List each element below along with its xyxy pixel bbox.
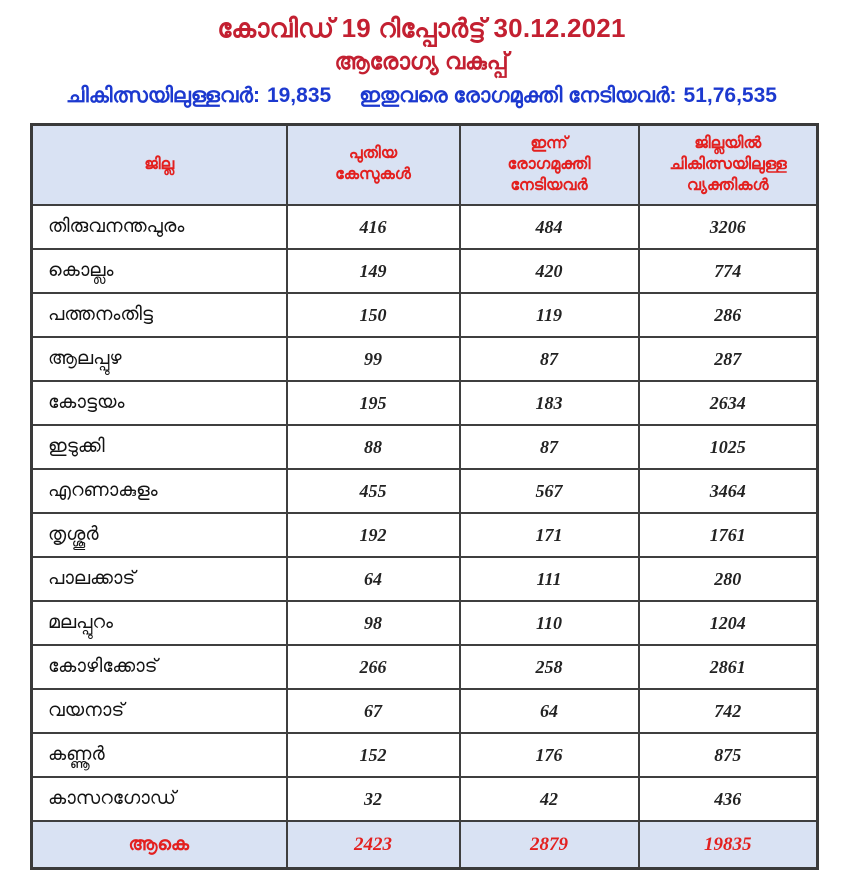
new-cases-cell: 152	[287, 733, 460, 777]
district-cell: വയനാട്	[32, 689, 287, 733]
new-cases-cell: 195	[287, 381, 460, 425]
table-row	[32, 601, 818, 645]
under-treatment-cell: 2634	[639, 381, 818, 425]
recovered-today-cell: 64	[460, 689, 639, 733]
district-cell: മലപ്പുറം	[32, 601, 287, 645]
district-covid-table	[30, 123, 819, 870]
new-cases-cell: 416	[287, 205, 460, 249]
new-cases-cell: 67	[287, 689, 460, 733]
column-header-recovered-today: ഇന്ന് രോഗമുക്തി നേടിയവർ	[460, 125, 639, 206]
new-cases-cell: 192	[287, 513, 460, 557]
table-row	[32, 645, 818, 689]
under-treatment-value: 19,835	[266, 84, 332, 107]
recovered-today-cell: 567	[460, 469, 639, 513]
recovered-today-cell: 171	[460, 513, 639, 557]
new-cases-cell: 98	[287, 601, 460, 645]
under-treatment-cell: 280	[639, 557, 818, 601]
recovered-today-cell: 484	[460, 205, 639, 249]
recovered-today-cell: 258	[460, 645, 639, 689]
recovered-today-cell: 87	[460, 425, 639, 469]
new-cases-cell: 99	[287, 337, 460, 381]
recovered-today-cell: 111	[460, 557, 639, 601]
table-row	[32, 205, 818, 249]
district-cell: തൃശ്ശൂർ	[32, 513, 287, 557]
recovered-today-cell: 42	[460, 777, 639, 821]
district-cell: കാസറഗോഡ്	[32, 777, 287, 821]
new-cases-cell: 32	[287, 777, 460, 821]
under-treatment-stat	[66, 84, 331, 108]
under-treatment-cell: 2861	[639, 645, 818, 689]
total-row	[32, 821, 818, 868]
district-cell: കൊല്ലം	[32, 249, 287, 293]
total-under-treatment: 19835	[639, 821, 818, 868]
under-treatment-label: ചികിത്സയിലുള്ളവർ:	[66, 84, 260, 107]
under-treatment-cell: 287	[639, 337, 818, 381]
under-treatment-cell: 3464	[639, 469, 818, 513]
table-row	[32, 425, 818, 469]
table-row	[32, 513, 818, 557]
total-recovered-today: 2879	[460, 821, 639, 868]
under-treatment-cell: 436	[639, 777, 818, 821]
new-cases-cell: 455	[287, 469, 460, 513]
table-row	[32, 557, 818, 601]
under-treatment-cell: 875	[639, 733, 818, 777]
district-cell: പാലക്കാട്	[32, 557, 287, 601]
total-label: ആകെ	[32, 821, 287, 868]
summary-stats	[0, 84, 843, 108]
column-header-new-cases: പുതിയ കേസുകൾ	[287, 125, 460, 206]
recovered-total-label: ഇതുവരെ രോഗമുക്തി നേടിയവർ:	[359, 84, 677, 107]
district-cell: കോഴിക്കോട്	[32, 645, 287, 689]
recovered-today-cell: 119	[460, 293, 639, 337]
recovered-today-cell: 87	[460, 337, 639, 381]
under-treatment-cell: 1761	[639, 513, 818, 557]
district-cell: ആലപ്പുഴ	[32, 337, 287, 381]
new-cases-cell: 64	[287, 557, 460, 601]
under-treatment-cell: 742	[639, 689, 818, 733]
district-cell: കണ്ണൂർ	[32, 733, 287, 777]
recovered-today-cell: 176	[460, 733, 639, 777]
recovered-today-cell: 183	[460, 381, 639, 425]
new-cases-cell: 150	[287, 293, 460, 337]
table-header	[32, 125, 818, 206]
district-cell: ഇടുക്കി	[32, 425, 287, 469]
recovered-total-value: 51,76,535	[683, 84, 777, 107]
table-row	[32, 689, 818, 733]
recovered-total-stat	[359, 84, 777, 108]
district-cell: പത്തനംതിട്ട	[32, 293, 287, 337]
table-row	[32, 777, 818, 821]
under-treatment-cell: 1204	[639, 601, 818, 645]
district-cell: തിരുവനന്തപുരം	[32, 205, 287, 249]
report-subtitle: ആരോഗ്യ വകുപ്പ്	[334, 48, 509, 74]
header-row	[32, 125, 818, 206]
table-row	[32, 293, 818, 337]
under-treatment-cell: 3206	[639, 205, 818, 249]
table-body	[32, 205, 818, 821]
table-footer	[32, 821, 818, 868]
new-cases-cell: 88	[287, 425, 460, 469]
column-header-district: ജില്ല	[32, 125, 287, 206]
recovered-today-cell: 420	[460, 249, 639, 293]
total-new-cases: 2423	[287, 821, 460, 868]
new-cases-cell: 266	[287, 645, 460, 689]
table-row	[32, 249, 818, 293]
table-row	[32, 381, 818, 425]
new-cases-cell: 149	[287, 249, 460, 293]
district-cell: എറണാകുളം	[32, 469, 287, 513]
recovered-today-cell: 110	[460, 601, 639, 645]
under-treatment-cell: 286	[639, 293, 818, 337]
district-cell: കോട്ടയം	[32, 381, 287, 425]
report-title: കോവിഡ് 19 റിപ്പോർട്ട് 30.12.2021	[217, 13, 626, 43]
table-row	[32, 469, 818, 513]
table-row	[32, 337, 818, 381]
under-treatment-cell: 1025	[639, 425, 818, 469]
table-row	[32, 733, 818, 777]
under-treatment-cell: 774	[639, 249, 818, 293]
column-header-under-treatment: ജില്ലയിൽ ചികിത്സയിലുള്ള വ്യക്തികൾ	[639, 125, 818, 206]
